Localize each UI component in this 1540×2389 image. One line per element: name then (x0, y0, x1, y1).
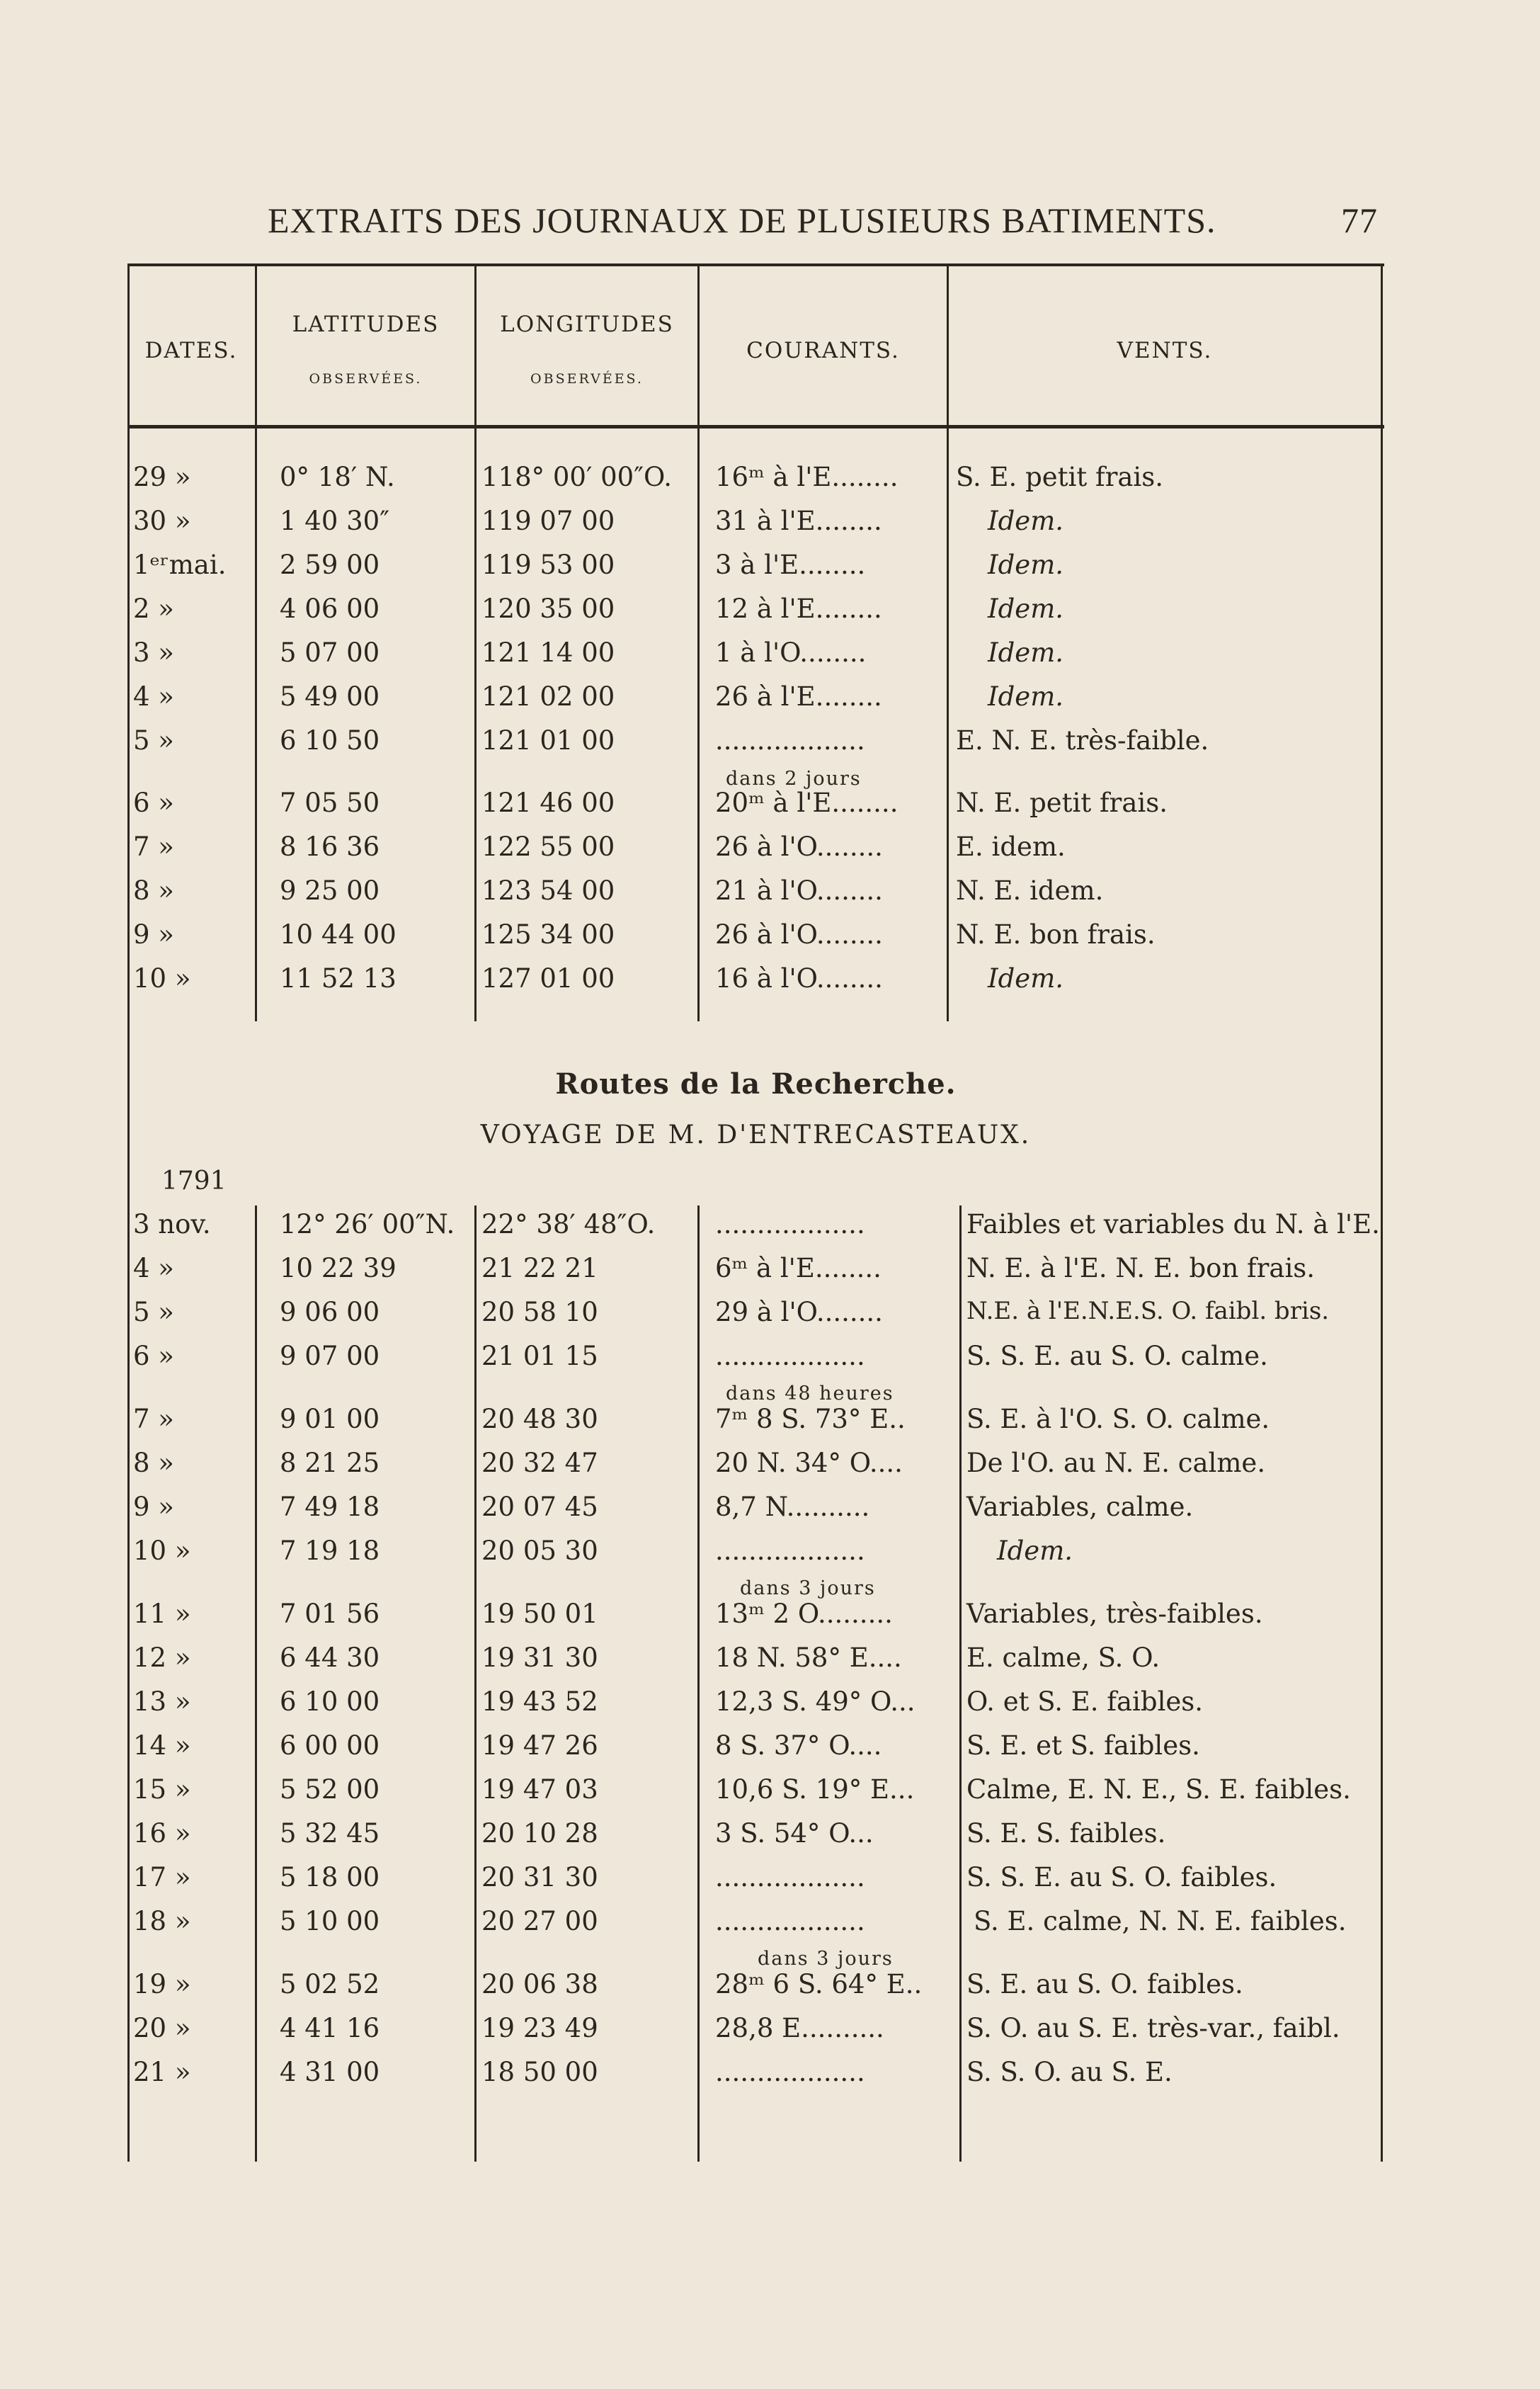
courant-note: dans 3 jours (740, 1577, 876, 1599)
table-row: 1ᵉʳmai. 2 59 00 119 53 00 3 à l'E........ Idem. (133, 550, 1064, 580)
table-row: 18 » 5 10 00 20 27 00 .................. S. E. calme, N. N. E. faibles. (133, 1906, 1347, 1936)
table-row: 21 » 4 31 00 18 50 00 .................. S. S. O. au S. E. (133, 2057, 1173, 2087)
page-header (268, 200, 1378, 249)
table-row: 29 » 0° 18′ N. 118° 00′ 00″O. 16ᵐ à l'E........ S. E. petit frais. (133, 462, 1164, 492)
header-latitudes-sub: OBSERVÉES. (309, 371, 423, 387)
table-row: 2 » 4 06 00 120 35 00 12 à l'E........ Idem. (133, 594, 1064, 624)
table-row: 10 » 7 19 18 20 05 30 .................. Idem. (133, 1536, 1073, 1566)
table-row: 5 » 9 06 00 20 58 10 29 à l'O........ N.E. à l'E.N.E.S. O. faibl. bris. (133, 1297, 1330, 1327)
table-row: 10 » 11 52 13 127 01 00 16 à l'O........ Idem. (133, 963, 1064, 994)
table-row: 6 » 9 07 00 21 01 15 .................. S. S. E. au S. O. calme. (133, 1341, 1268, 1371)
top-rule (127, 263, 1384, 266)
table-row: 8 » 9 25 00 123 54 00 21 à l'O........ N. E. idem. (133, 875, 1104, 906)
header-rule (127, 425, 1384, 429)
table-row: 5 » 6 10 50 121 01 00 .................. E. N. E. très-faible. (133, 725, 1209, 756)
observation-table (127, 263, 1384, 2162)
table-row: 16 » 5 32 45 20 10 28 3 S. 54° O... S. E. S. faibles. (133, 1818, 1166, 1849)
table-row: 9 » 7 49 18 20 07 45 8,7 N.......... Variables, calme. (133, 1492, 1194, 1522)
table-row: 19 » 5 02 52 20 06 38 28ᵐ 6 S. 64° E.. S. E. au S. O. faibles. (133, 1969, 1243, 1999)
section-title: Routes de la Recherche. (555, 1067, 957, 1101)
table-row: 3 nov. 12° 26′ 00″N. 22° 38′ 48″O. .................. Faibles et variables du N. à l'E. (133, 1209, 1380, 1239)
header-latitudes: LATITUDES (292, 312, 440, 337)
table-row: 4 » 5 49 00 121 02 00 26 à l'E........ Idem. (133, 681, 1064, 712)
table-row: 12 » 6 44 30 19 31 30 18 N. 58° E.... E. calme, S. O. (133, 1642, 1160, 1673)
page-number: 77 (1341, 200, 1378, 240)
table-row: 14 » 6 00 00 19 47 26 8 S. 37° O.... S. E. et S. faibles. (133, 1730, 1200, 1761)
table-row: 11 » 7 01 56 19 50 01 13ᵐ 2 O......... Variables, très-faibles. (133, 1599, 1263, 1629)
table-row: 6 » 7 05 50 121 46 00 20ᵐ à l'E........ N. E. petit frais. (133, 788, 1168, 818)
section-subtitle: VOYAGE DE M. D'ENTRECASTEAUX. (480, 1120, 1032, 1150)
courant-note: dans 48 heures (726, 1383, 894, 1405)
running-title: EXTRAITS DES JOURNAUX DE PLUSIEURS BATIMENTS. (268, 200, 1216, 240)
table-row: 7 » 8 16 36 122 55 00 26 à l'O........ E. idem. (133, 832, 1066, 862)
year-label: 1791 (161, 1167, 227, 1196)
table-row: 8 » 8 21 25 20 32 47 20 N. 34° O.... De l'O. au N. E. calme. (133, 1448, 1266, 1478)
courant-note: dans 2 jours (726, 768, 862, 790)
header-dates: DATES. (144, 338, 238, 363)
courant-note: dans 3 jours (758, 1948, 894, 1970)
table-row: 7 » 9 01 00 20 48 30 7ᵐ 8 S. 73° E.. S. E. à l'O. S. O. calme. (133, 1404, 1270, 1434)
header-longitudes-sub: OBSERVÉES. (530, 371, 644, 387)
table-row: 20 » 4 41 16 19 23 49 28,8 E.......... S. O. au S. E. très-var., faibl. (133, 2013, 1340, 2043)
table-row: 13 » 6 10 00 19 43 52 12,3 S. 49° O... O. et S. E. faibles. (133, 1686, 1204, 1717)
header-vents: VENTS. (1117, 338, 1213, 363)
table-row: 3 » 5 07 00 121 14 00 1 à l'O........ Idem. (133, 637, 1064, 668)
header-courants: COURANTS. (746, 338, 900, 363)
table-row: 30 » 1 40 30″ 119 07 00 31 à l'E........ Idem. (133, 506, 1064, 536)
table-row: 9 » 10 44 00 125 34 00 26 à l'O........ N. E. bon frais. (133, 919, 1156, 950)
table-row: 15 » 5 52 00 19 47 03 10,6 S. 19° E... Calme, E. N. E., S. E. faibles. (133, 1774, 1351, 1805)
header-longitudes: LONGITUDES (500, 312, 674, 337)
table-row: 17 » 5 18 00 20 31 30 .................. S. S. E. au S. O. faibles. (133, 1862, 1277, 1893)
table-row: 4 » 10 22 39 21 22 21 6ᵐ à l'E........ N. E. à l'E. N. E. bon frais. (133, 1253, 1316, 1283)
